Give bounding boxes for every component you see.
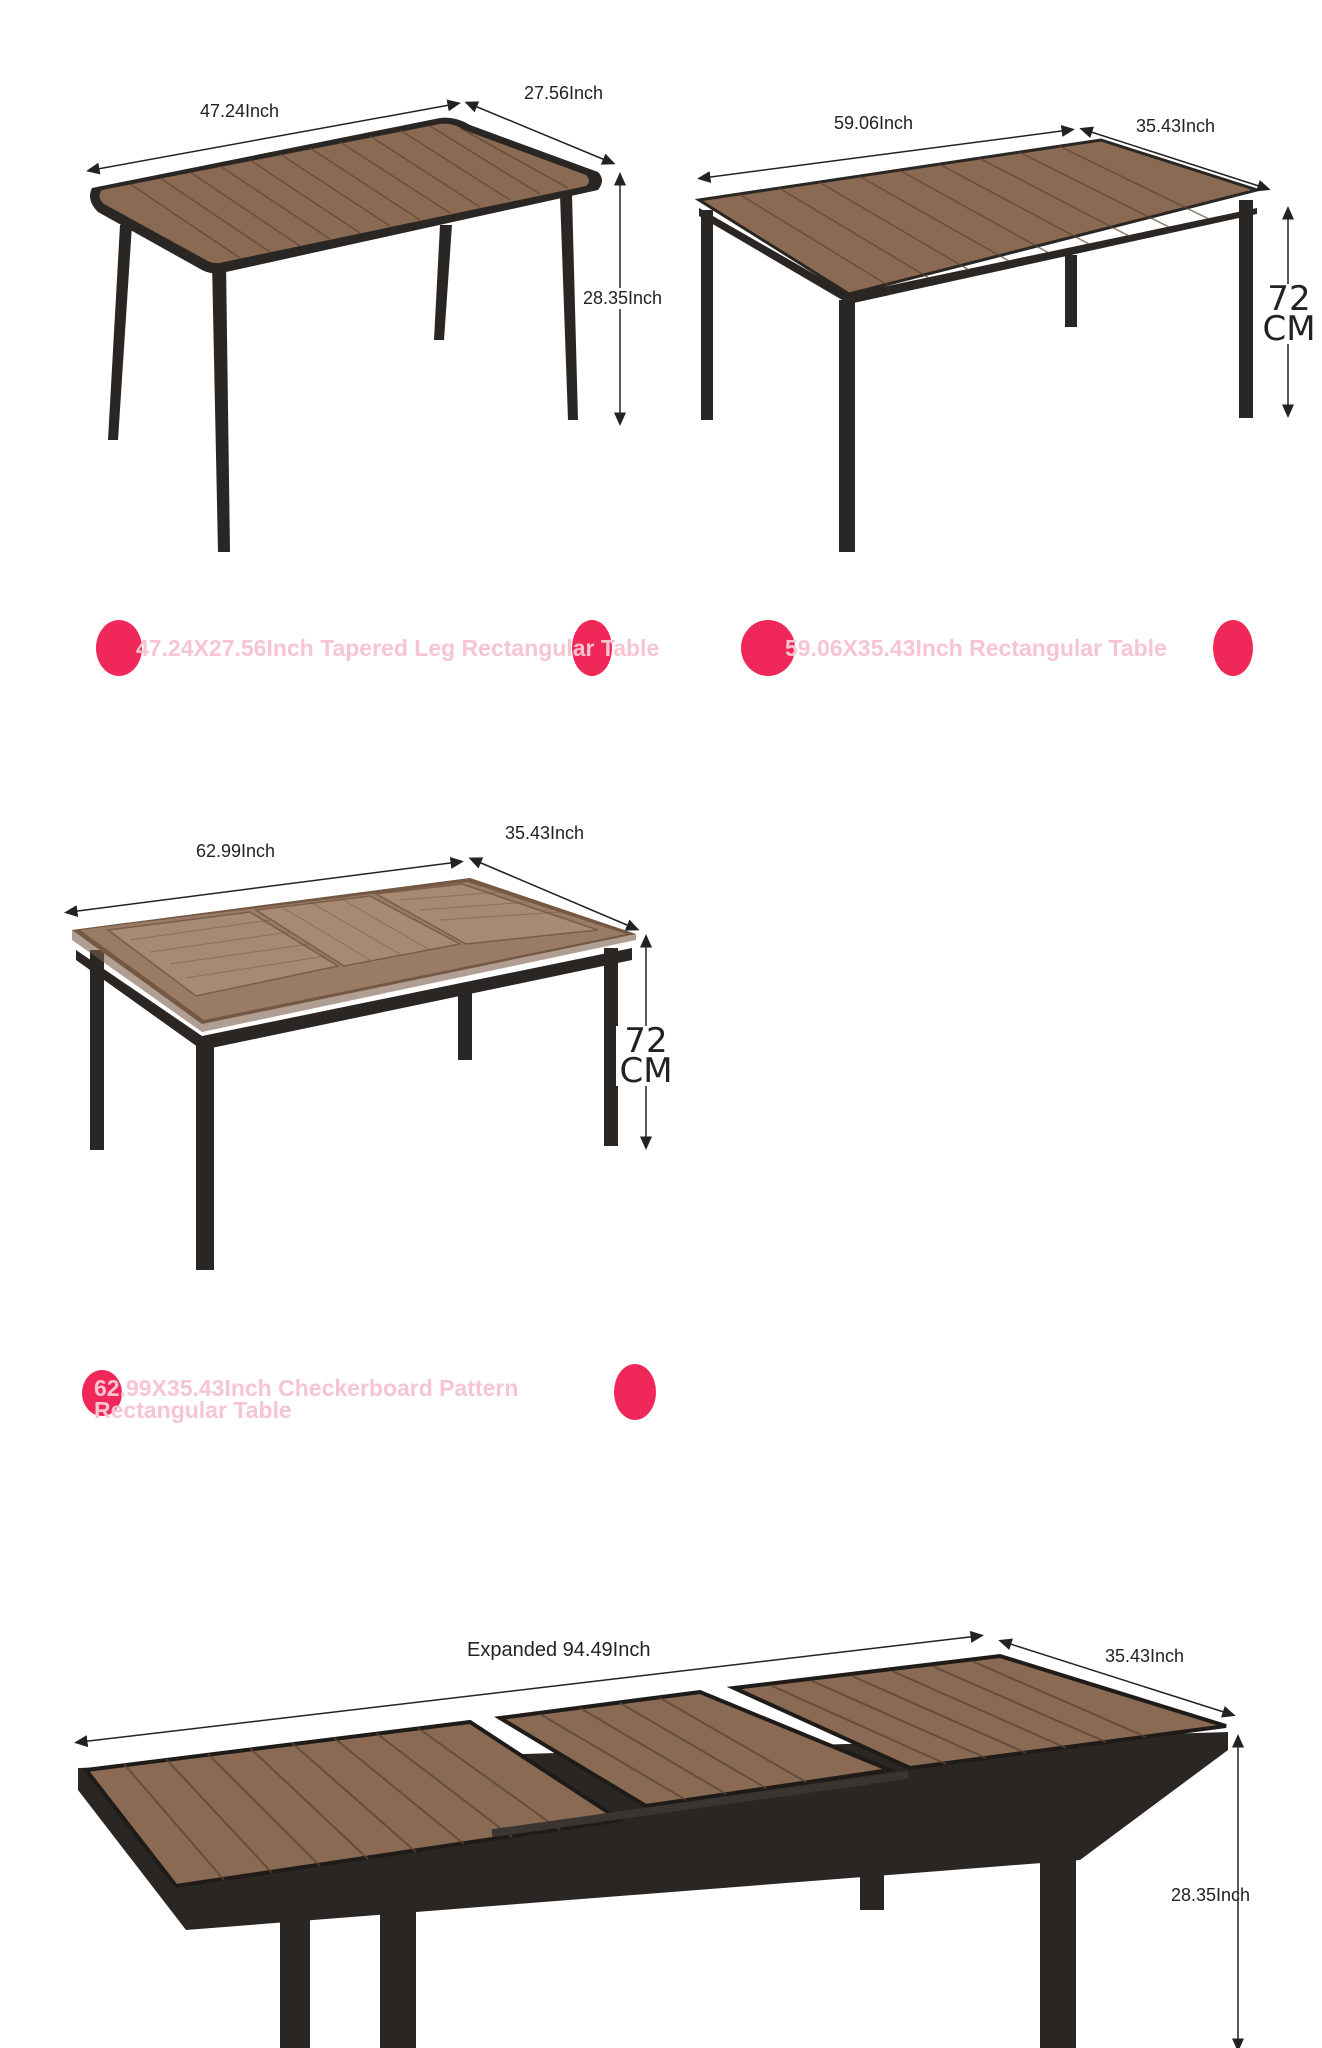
- extendable-table-illustration: [0, 1600, 1322, 2048]
- width-label: 35.43Inch: [1105, 1646, 1185, 1666]
- caption-text: 47.24X27.56Inch Tapered Leg Rectangular Table: [136, 635, 660, 661]
- table-leg: [90, 950, 104, 1150]
- height-label: [616, 1021, 676, 1091]
- caption-tapered: [96, 620, 660, 676]
- length-label: Expanded 94.49Inch: [467, 1639, 651, 1661]
- height-unit: CM: [619, 1051, 673, 1091]
- caption-right-dot: [1213, 620, 1253, 676]
- length-label: 47.24Inch: [200, 101, 280, 121]
- product-checkerboard-table: [0, 800, 673, 1500]
- table-leg: [701, 210, 713, 420]
- table-leg: [458, 990, 472, 1060]
- tapered-table-illustration: [0, 0, 661, 700]
- product-extendable-table: [0, 1600, 1322, 2048]
- height-label: 28.35Inch: [583, 288, 663, 308]
- table-leg: [196, 1038, 214, 1270]
- table-leg: [434, 225, 452, 340]
- product-rectangular-table: [661, 0, 1322, 700]
- height-label: [1259, 279, 1319, 349]
- height-unit: CM: [1262, 309, 1316, 349]
- height-label: 28.35Inch: [1171, 1885, 1251, 1905]
- width-label: 27.56Inch: [524, 83, 604, 103]
- height-value: 72: [1267, 279, 1311, 319]
- length-label: 59.06Inch: [834, 113, 914, 133]
- table-leg: [1239, 200, 1253, 418]
- caption-checkerboard: [82, 1364, 662, 1423]
- width-label: 35.43Inch: [1136, 116, 1216, 136]
- table-leg: [280, 1910, 310, 2048]
- table-leg: [212, 262, 230, 552]
- caption-text: 59.06X35.43Inch Rectangular Table: [785, 635, 1167, 661]
- caption-text-line1: 62.99X35.43Inch Checkerboard Pattern: [94, 1375, 519, 1401]
- table-leg: [839, 300, 855, 552]
- table-leg: [108, 225, 132, 440]
- rectangular-table-illustration: [661, 0, 1322, 700]
- height-value: 72: [624, 1021, 668, 1061]
- caption-text-line2: Rectangular Table: [94, 1397, 292, 1423]
- caption-rectangular: [741, 620, 1321, 676]
- product-tapered-leg-table: [0, 0, 661, 700]
- table-leg: [1065, 255, 1077, 327]
- table-leg: [560, 195, 578, 420]
- length-label: 62.99Inch: [196, 841, 276, 861]
- caption-right-dot: [614, 1364, 656, 1420]
- width-label: 35.43Inch: [505, 823, 585, 843]
